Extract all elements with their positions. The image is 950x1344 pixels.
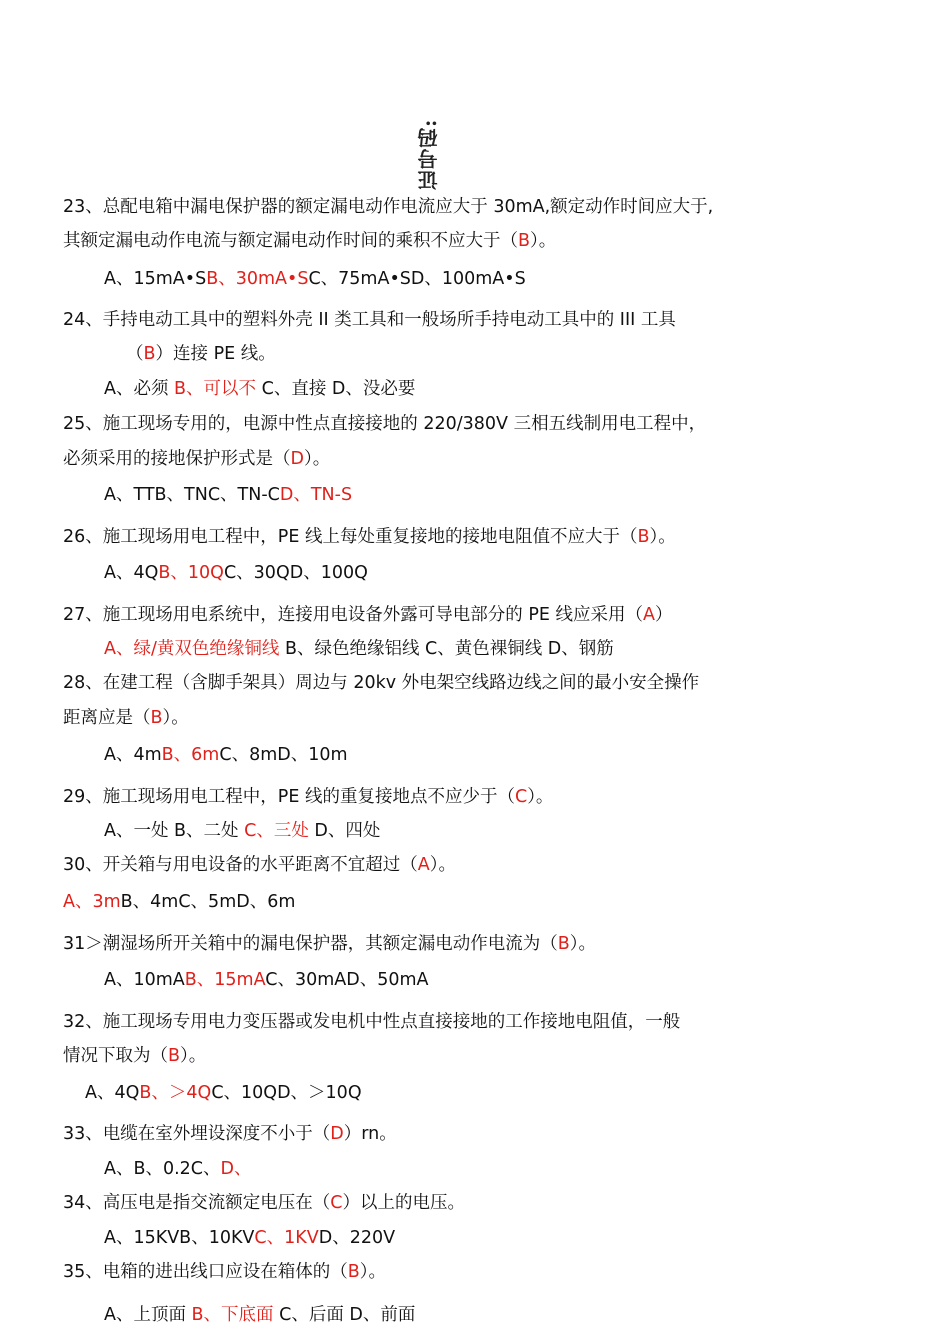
text-segment: C、直接 D、没必要 (256, 379, 416, 399)
text-segment: ）。 (530, 231, 557, 251)
text-segment: 32、施工现场专用电力变压器或发电机中性点直接接地的工作接地电阻值，一般 (63, 1012, 681, 1032)
text-segment: C、30QD、100Q (223, 563, 368, 583)
answer-options (104, 377, 415, 401)
question-text-continued (126, 342, 276, 366)
answer-options (104, 743, 348, 767)
answer-options (85, 1081, 362, 1105)
question-text (63, 1122, 397, 1146)
question-text (63, 1010, 680, 1034)
question-text-continued (63, 706, 189, 730)
correct-answer: B、＞4Q (139, 1083, 212, 1103)
question-text-continued (63, 447, 330, 471)
text-segment: ）。 (359, 1262, 387, 1282)
text-segment: ）rn。 (343, 1124, 397, 1144)
text-segment: A、B、0.2C、 (104, 1159, 221, 1179)
text-segment: ）。 (527, 787, 554, 807)
answer-options (104, 1303, 415, 1327)
text-segment: 23、总配电箱中漏电保护器的额定漏电动作电流应大于 30mA,额定动作时间应大于, (63, 197, 714, 217)
correct-answer: D (330, 1124, 344, 1144)
correct-answer: B、10Q (158, 563, 224, 583)
text-segment: B、4mC、5mD、6m (120, 892, 296, 912)
text-segment: 情况下取为（ (63, 1046, 168, 1066)
text-segment: 24、手持电动工具中的塑料外壳 II 类工具和一般场所手持电动工具中的 III 工具 (63, 310, 676, 330)
text-segment: A、15KVB、10KV (104, 1228, 255, 1248)
answer-options (104, 819, 380, 843)
question-text (63, 195, 713, 219)
text-segment: ）。 (429, 855, 457, 875)
correct-answer: A、绿/黄双色绝缘铜线 (104, 639, 280, 659)
correct-answer: C、三处 (244, 821, 309, 841)
question-text (63, 412, 706, 436)
correct-answer: C (514, 787, 528, 807)
text-segment: A、TTB、TNC、TN-C (104, 485, 280, 505)
question-text (63, 671, 699, 695)
text-segment: C、75mA•SD、100mA•S (308, 269, 526, 289)
text-segment: 35、电箱的进出线口应设在箱体的（ (63, 1262, 348, 1282)
text-segment: 其额定漏电动作电流与额定漏电动作时间的乘积不应大于（ (63, 231, 518, 251)
correct-answer: B、15mA (184, 970, 266, 990)
answer-options (104, 267, 526, 291)
text-segment: A、4m (104, 745, 162, 765)
correct-answer: B、30mA•S (206, 269, 309, 289)
text-segment: 必须采用的接地保护形式是（ (63, 449, 291, 469)
answer-options (104, 968, 429, 992)
correct-answer: B (637, 527, 650, 547)
correct-answer: B (518, 231, 531, 251)
correct-answer: A (643, 605, 655, 625)
text-segment: ）连接 PE 线。 (155, 344, 276, 364)
question-text (63, 1191, 465, 1215)
text-segment: C、8mD、10m (219, 745, 348, 765)
text-segment: 31＞潮湿场所开关箱中的漏电保护器，其额定漏电动作电流为（ (63, 934, 558, 954)
correct-answer: B、6m (161, 745, 220, 765)
correct-answer: A、3m (63, 892, 121, 912)
text-segment: ）。 (180, 1046, 207, 1066)
text-segment: A、4Q (85, 1083, 140, 1103)
text-segment: D、四处 (308, 821, 381, 841)
correct-answer: D、 (220, 1159, 252, 1179)
text-segment: C、10QD、＞10Q (211, 1083, 362, 1103)
question-text (63, 308, 676, 332)
question-text-continued (63, 1044, 206, 1068)
correct-answer: B (168, 1046, 181, 1066)
text-segment: ）。 (569, 934, 597, 954)
text-segment: D、220V (318, 1228, 396, 1248)
text-segment: 28、在建工程（含脚手架具）周边与 20kv 外电架空线路边线之间的最小安全操作 (63, 673, 700, 693)
correct-answer: D (290, 449, 304, 469)
text-segment: （ (126, 344, 144, 364)
answer-options (63, 890, 295, 914)
question-text (63, 785, 553, 809)
text-segment: 34、高压电是指交流额定电压在（ (63, 1193, 331, 1213)
text-segment: C、30mAD、50mA (265, 970, 429, 990)
text-segment: B、绿色绝缘铝线 C、黄色裸铜线 D、钢筋 (279, 639, 614, 659)
answer-options (104, 483, 352, 507)
question-text-continued (63, 229, 556, 253)
answer-options (104, 1157, 252, 1181)
text-segment: A、上顶面 (104, 1305, 192, 1325)
text-segment: 33、电缆在室外埋设深度不小于（ (63, 1124, 331, 1144)
text-segment: 26、施工现场用电工程中，PE 线上每处重复接地的接地电阻值不应大于（ (63, 527, 638, 547)
text-segment: 25、施工现场专用的，电源中性点直接接地的 220/380V 三相五线制用电工程中， (63, 414, 707, 434)
text-segment: ） (655, 605, 673, 625)
correct-answer: B、下底面 (191, 1305, 274, 1325)
answer-options (104, 637, 614, 661)
text-segment: A、10mA (104, 970, 185, 990)
text-segment: ）以上的电压。 (342, 1193, 466, 1213)
correct-answer: A (417, 855, 430, 875)
text-segment: 30、开关箱与用电设备的水平距离不宜超过（ (63, 855, 418, 875)
correct-answer: B、可以不 (174, 379, 257, 399)
text-segment: A、4Q (104, 563, 159, 583)
correct-answer: B (150, 708, 163, 728)
answer-options (104, 561, 368, 585)
text-segment: A、必须 (104, 379, 175, 399)
correct-answer: C (330, 1193, 343, 1213)
text-segment: 距离应是（ (63, 708, 151, 728)
correct-answer: B (347, 1262, 360, 1282)
text-segment: ）。 (649, 527, 676, 547)
text-segment: ）。 (162, 708, 189, 728)
verification-number-stamp: 证号码: (417, 118, 441, 190)
correct-answer: B (557, 934, 570, 954)
text-segment: ）。 (303, 449, 331, 469)
question-text (63, 1260, 386, 1284)
text-segment: C、后面 D、前面 (273, 1305, 416, 1325)
text-segment: 29、施工现场用电工程中，PE 线的重复接地点不应少于（ (63, 787, 515, 807)
text-segment: A、15mA•S (104, 269, 207, 289)
text-segment: A、一处 B、二处 (104, 821, 245, 841)
text-segment: 27、施工现场用电系统中，连接用电设备外露可导电部分的 PE 线应采用（ (63, 605, 644, 625)
correct-answer: D、TN-S (279, 485, 353, 505)
question-text (63, 603, 673, 627)
correct-answer: C、1KV (254, 1228, 319, 1248)
correct-answer: B (143, 344, 156, 364)
question-text (63, 525, 676, 549)
question-text (63, 932, 596, 956)
answer-options (104, 1226, 395, 1250)
question-text (63, 853, 456, 877)
